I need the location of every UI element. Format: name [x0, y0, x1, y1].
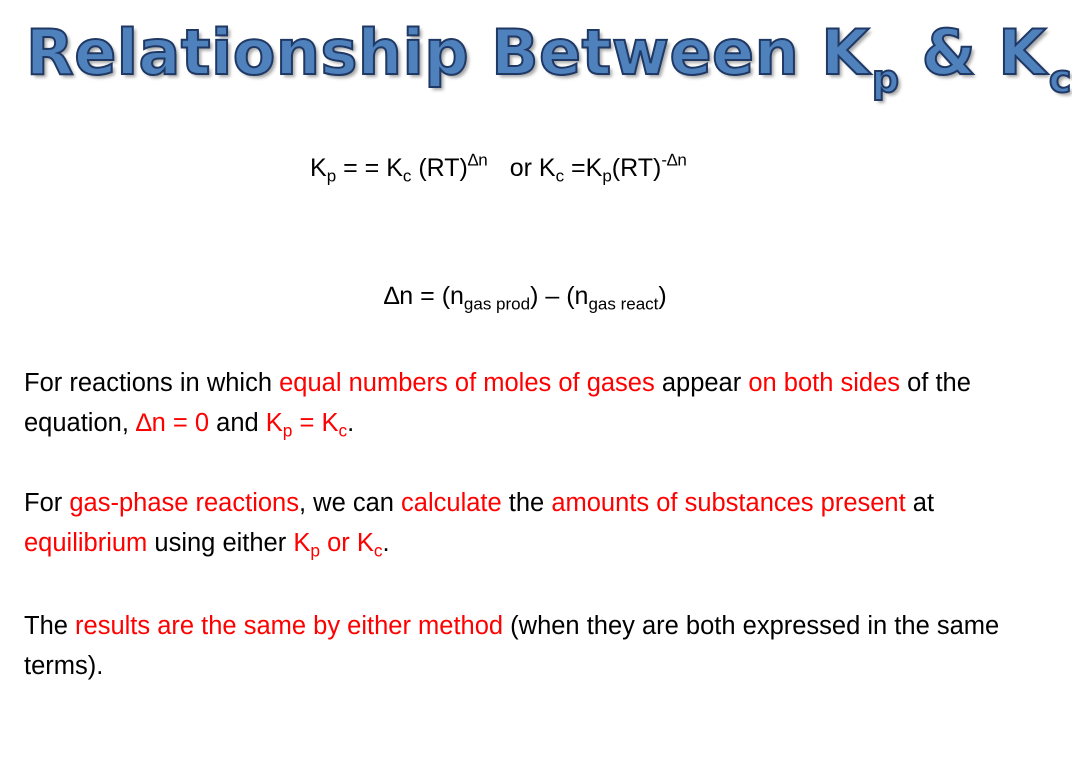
- formula1-k1-sub: p: [326, 166, 337, 186]
- para2-text4: at: [905, 489, 935, 517]
- formula1-rt: (RT): [411, 154, 468, 182]
- formula2-sub-prod: gas prod: [463, 294, 531, 314]
- paragraph-same-results: [24, 606, 1004, 686]
- formula1-or: or K: [509, 154, 556, 182]
- formula1-k1: K: [310, 154, 327, 182]
- formula2-delta: ∆n = (n: [384, 282, 464, 310]
- formula1-k3-sub: c: [555, 166, 565, 186]
- para1-highlight1: equal numbers of moles of gases: [279, 369, 655, 397]
- para2-text5: using either: [147, 529, 294, 557]
- para2-highlight2: calculate: [401, 489, 502, 517]
- formula2-mid: ) – (n: [530, 282, 589, 310]
- para1-highlight3: ∆n = 0: [136, 409, 210, 437]
- formula1-k2-sub: c: [402, 166, 412, 186]
- para2-text1: For: [24, 489, 70, 517]
- para1-highlight4-sub1: p: [282, 420, 293, 441]
- para2-text2: , we can: [298, 489, 402, 517]
- para1-highlight4-sub2: c: [338, 420, 348, 441]
- title-subscript-c: c: [1048, 57, 1072, 101]
- formula1-eq2: =K: [564, 154, 603, 182]
- para3-text2: (when they are both expressed in the same terms).: [24, 612, 1000, 680]
- title-amp: & K: [899, 16, 1047, 89]
- title-subscript-p: p: [871, 57, 900, 101]
- formula2-sub-react: gas react: [588, 294, 659, 314]
- para2-highlight5a: K: [293, 529, 311, 557]
- para1-text3: of the equation,: [24, 369, 971, 437]
- para1-text5: .: [347, 409, 355, 437]
- para1-text4: and: [209, 409, 266, 437]
- paragraph-equal-moles: [24, 363, 1004, 443]
- slide-title: [26, 16, 1072, 101]
- delta-n-formula: [384, 282, 667, 314]
- para3-text1: The: [24, 612, 76, 640]
- para2-highlight5-sub2: c: [373, 540, 383, 561]
- para3-highlight1: results are the same by either method: [75, 612, 504, 640]
- para2-highlight5b: or K: [319, 529, 374, 557]
- formula1-eq: = = K: [336, 154, 403, 182]
- para2-text3: the: [501, 489, 552, 517]
- para2-highlight1: gas-phase reactions: [69, 489, 299, 517]
- para2-highlight5-sub1: p: [310, 540, 320, 561]
- paragraph-gas-phase: [24, 483, 1004, 563]
- para1-highlight4b: = K: [292, 409, 339, 437]
- para2-highlight4: equilibrium: [24, 529, 148, 557]
- para2-highlight3: amounts of substances present: [551, 489, 906, 517]
- formula1-exponent2: -∆n: [661, 150, 687, 170]
- formula2-end: ): [658, 282, 667, 310]
- formula1-exponent: ∆n: [467, 150, 488, 170]
- formula1-rt2: (RT): [611, 154, 662, 182]
- para2-text6: .: [382, 529, 390, 557]
- para1-text1: For reactions in which: [24, 369, 280, 397]
- formula1-k4-sub: p: [602, 166, 612, 186]
- para1-highlight2: on both sides: [748, 369, 901, 397]
- para1-text2: appear: [654, 369, 749, 397]
- title-main: Relationship Between K: [26, 16, 870, 89]
- para1-highlight4a: K: [265, 409, 283, 437]
- kp-kc-relation-formula: [310, 150, 687, 186]
